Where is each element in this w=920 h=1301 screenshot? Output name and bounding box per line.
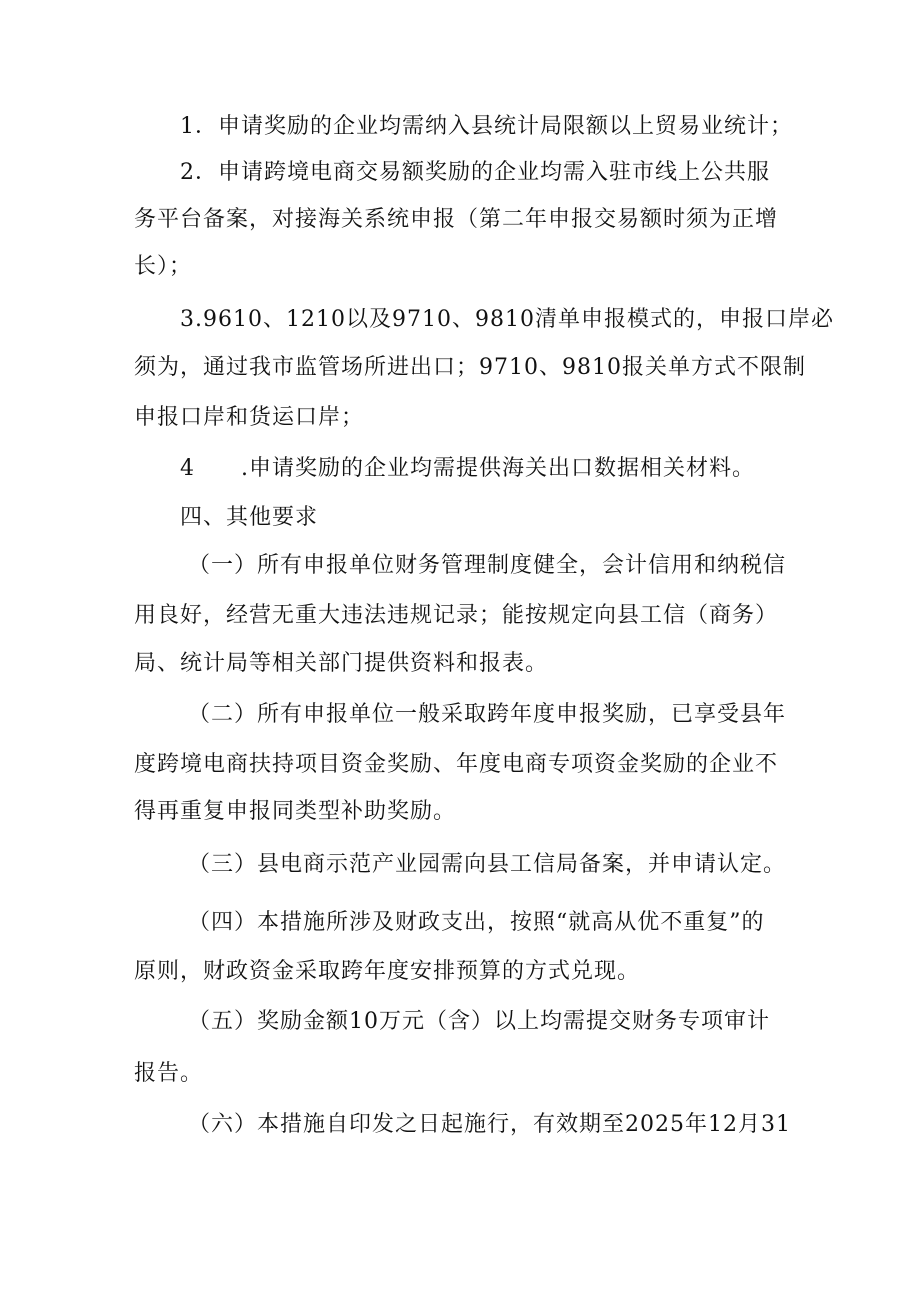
req-3-line-1: （三）县电商示范产业园需向县工信局备案，并申请认定。 [188, 852, 787, 877]
req-5-line-2: 报告。 [134, 1061, 204, 1086]
req-5-line-1: （五）奖励金额10万元（含）以上均需提交财务专项审计 [188, 1009, 770, 1034]
item-2-line-1: 2．申请跨境电商交易额奖励的企业均需入驻市线上公共服 [180, 160, 770, 185]
req-2-line-1: （二）所有申报单位一般采取跨年度申报奖励，已享受县年 [188, 702, 787, 727]
req-4-line-2: 原则，财政资金采取跨年度安排预算的方式兑现。 [134, 959, 641, 984]
item-3-line-3: 申报口岸和货运口岸； [134, 405, 365, 430]
req-4-line-1: （四）本措施所涉及财政支出，按照“就高从优不重复”的 [188, 910, 765, 935]
req-6-line-1: （六）本措施自印发之日起施行，有效期至2025年12月31 [188, 1112, 791, 1137]
item-4-line-1: 4 .申请奖励的企业均需提供海关出口数据相关材料。 [180, 456, 755, 481]
section-heading: 四、其他要求 [180, 505, 319, 530]
req-1-line-1: （一）所有申报单位财务管理制度健全，会计信用和纳税信 [188, 553, 787, 578]
item-2-line-3: 长）； [134, 254, 193, 279]
req-2-line-3: 得再重复申报同类型补助奖励。 [134, 799, 457, 824]
req-2-line-2: 度跨境电商扶持项目资金奖励、年度电商专项资金奖励的企业不 [134, 752, 779, 777]
item-2-line-2: 务平台备案，对接海关系统申报（第二年申报交易额时须为正增 [134, 207, 779, 232]
item-1-line-1: 1．申请奖励的企业均需纳入县统计局限额以上贸易业统计； [180, 114, 793, 139]
req-1-line-3: 局、统计局等相关部门提供资料和报表。 [134, 651, 549, 676]
req-1-line-2: 用良好，经营无重大违法违规记录；能按规定向县工信（商务） [134, 603, 779, 628]
item-3-line-1: 3.9610、1210以及9710、9810清单申报模式的，申报口岸必 [180, 307, 834, 332]
item-3-line-2: 须为，通过我市监管场所进出口；9710、9810报关单方式不限制 [134, 355, 806, 380]
